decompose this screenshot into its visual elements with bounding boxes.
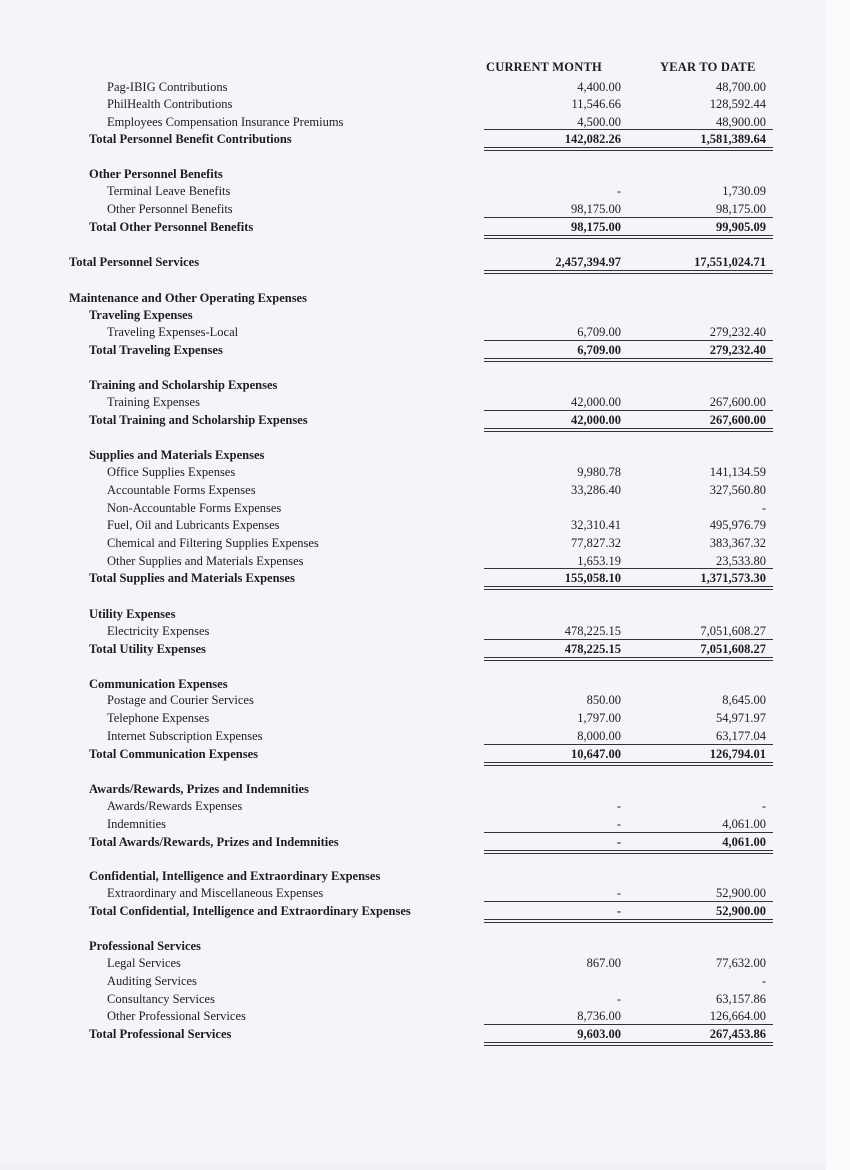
row-label: Consultancy Services bbox=[107, 992, 215, 1006]
row-label: Total Utility Expenses bbox=[89, 642, 206, 656]
year-to-date-value: 4,061.00 bbox=[722, 817, 766, 831]
statement-row-total bbox=[0, 165, 826, 183]
row-label: PhilHealth Contributions bbox=[107, 97, 233, 111]
year-to-date-value: 48,900.00 bbox=[716, 115, 766, 129]
statement-row-total bbox=[0, 605, 826, 623]
current-month-value: 1,653.19 bbox=[577, 554, 621, 568]
row-label: Terminal Leave Benefits bbox=[107, 184, 231, 198]
statement-row bbox=[0, 323, 826, 341]
statement-row bbox=[0, 499, 826, 517]
statement-row-total bbox=[0, 253, 826, 271]
statement-row-total bbox=[0, 130, 826, 148]
year-to-date-value: 23,533.80 bbox=[716, 554, 766, 568]
year-to-date-value: - bbox=[761, 974, 766, 988]
row-label: Other Supplies and Materials Expenses bbox=[107, 554, 304, 568]
statement-row bbox=[0, 797, 826, 815]
rule-line bbox=[484, 340, 621, 341]
row-label: Chemical and Filtering Supplies Expenses bbox=[107, 536, 319, 550]
row-label: Total Personnel Benefit Contributions bbox=[89, 132, 292, 146]
double-rule-line bbox=[612, 919, 773, 923]
row-label: Total Communication Expenses bbox=[89, 747, 259, 761]
rule-line bbox=[484, 1024, 621, 1025]
rule-line bbox=[484, 744, 621, 745]
year-to-date-value: 52,900.00 bbox=[716, 904, 766, 918]
year-to-date-value: 48,700.00 bbox=[716, 80, 766, 94]
statement-row-total bbox=[0, 411, 826, 429]
current-month-value: 98,175.00 bbox=[571, 220, 621, 234]
year-to-date-value: 17,551,024.71 bbox=[694, 255, 766, 269]
statement-row-total bbox=[0, 446, 826, 464]
rule-line bbox=[612, 217, 773, 218]
page-edge bbox=[826, 0, 850, 1170]
current-month-value: 6,709.00 bbox=[577, 325, 621, 339]
statement-row bbox=[0, 463, 826, 481]
year-to-date-value: 8,645.00 bbox=[722, 693, 766, 707]
statement-row bbox=[0, 481, 826, 499]
double-rule-line bbox=[484, 586, 621, 590]
year-to-date-value: 99,905.09 bbox=[716, 220, 766, 234]
current-month-value: 98,175.00 bbox=[571, 202, 621, 216]
row-label: Total Personnel Services bbox=[69, 255, 200, 269]
rule-line bbox=[612, 639, 773, 640]
row-label: Accountable Forms Expenses bbox=[107, 483, 256, 497]
rule-line bbox=[612, 410, 773, 411]
current-month-value: 8,736.00 bbox=[577, 1009, 621, 1023]
statement-row bbox=[0, 691, 826, 709]
current-month-value: 155,058.10 bbox=[564, 571, 621, 585]
rule-line bbox=[612, 1024, 773, 1025]
double-rule-line bbox=[484, 919, 621, 923]
rule-line bbox=[484, 901, 621, 902]
statement-row bbox=[0, 727, 826, 745]
row-label: Total Supplies and Materials Expenses bbox=[89, 571, 295, 585]
statement-row bbox=[0, 95, 826, 113]
row-label: Indemnities bbox=[107, 817, 167, 831]
year-to-date-value: 7,051,608.27 bbox=[700, 642, 766, 656]
double-rule-line bbox=[612, 1042, 773, 1046]
row-label: Total Awards/Rewards, Prizes and Indemnities bbox=[89, 835, 339, 849]
row-label: Training Expenses bbox=[107, 395, 200, 409]
year-to-date-value: 141,134.59 bbox=[709, 465, 766, 479]
rule-line bbox=[612, 744, 773, 745]
current-month-value: - bbox=[616, 835, 621, 849]
double-rule-line bbox=[612, 235, 773, 239]
year-to-date-value: 495,976.79 bbox=[709, 518, 766, 532]
year-to-date-value: 1,730.09 bbox=[722, 184, 766, 198]
rule-line bbox=[612, 832, 773, 833]
statement-row-total bbox=[0, 1025, 826, 1043]
current-month-value: 850.00 bbox=[586, 693, 621, 707]
current-month-value: - bbox=[616, 799, 621, 813]
year-to-date-value: 267,453.86 bbox=[709, 1027, 766, 1041]
year-to-date-value: 63,177.04 bbox=[716, 729, 766, 743]
rule-line bbox=[612, 129, 773, 130]
year-to-date-header: YEAR TO DATE bbox=[660, 60, 756, 74]
double-rule-line bbox=[484, 762, 621, 766]
row-label: Fuel, Oil and Lubricants Expenses bbox=[107, 518, 280, 532]
year-to-date-value: - bbox=[761, 501, 766, 515]
current-month-value: 1,797.00 bbox=[577, 711, 621, 725]
current-month-value: 2,457,394.97 bbox=[555, 255, 621, 269]
row-label: Postage and Courier Services bbox=[107, 693, 254, 707]
statement-row-total bbox=[0, 867, 826, 885]
year-to-date-value: 52,900.00 bbox=[716, 886, 766, 900]
row-label: Professional Services bbox=[89, 939, 201, 953]
statement-row-total bbox=[0, 341, 826, 359]
row-label: Pag-IBIG Contributions bbox=[107, 80, 228, 94]
double-rule-line bbox=[612, 270, 773, 274]
current-month-value: 11,546.66 bbox=[571, 97, 621, 111]
row-label: Total Training and Scholarship Expenses bbox=[89, 413, 308, 427]
row-label: Maintenance and Other Operating Expenses bbox=[69, 291, 307, 305]
statement-row bbox=[0, 200, 826, 218]
row-label: Auditing Services bbox=[107, 974, 197, 988]
current-month-value: - bbox=[616, 904, 621, 918]
current-month-value: 4,400.00 bbox=[577, 80, 621, 94]
statement-row bbox=[0, 393, 826, 411]
row-label: Electricity Expenses bbox=[107, 624, 210, 638]
year-to-date-value: 128,592.44 bbox=[709, 97, 766, 111]
double-rule-line bbox=[612, 657, 773, 661]
year-to-date-value: 279,232.40 bbox=[709, 325, 766, 339]
statement-row bbox=[0, 990, 826, 1008]
statement-row-total bbox=[0, 780, 826, 798]
current-month-value: - bbox=[616, 886, 621, 900]
rule-line bbox=[612, 340, 773, 341]
statement-row bbox=[0, 534, 826, 552]
statement-row bbox=[0, 1007, 826, 1025]
row-label: Non-Accountable Forms Expenses bbox=[107, 501, 282, 515]
statement-row-total bbox=[0, 833, 826, 851]
year-to-date-value: 126,664.00 bbox=[709, 1009, 766, 1023]
year-to-date-value: 1,371,573.30 bbox=[700, 571, 766, 585]
row-label: Total Traveling Expenses bbox=[89, 343, 223, 357]
statement-row-total bbox=[0, 902, 826, 920]
statement-row bbox=[0, 954, 826, 972]
statement-row-total bbox=[0, 218, 826, 236]
row-label: Other Professional Services bbox=[107, 1009, 246, 1023]
double-rule-line bbox=[612, 358, 773, 362]
row-label: Traveling Expenses-Local bbox=[107, 325, 239, 339]
row-label: Confidential, Intelligence and Extraordinary Expenses bbox=[89, 869, 381, 883]
row-label: Internet Subscription Expenses bbox=[107, 729, 263, 743]
double-rule-line bbox=[612, 586, 773, 590]
statement-row-total bbox=[0, 289, 826, 307]
row-label: Utility Expenses bbox=[89, 607, 176, 621]
year-to-date-value: 63,157.86 bbox=[716, 992, 766, 1006]
current-month-value: 142,082.26 bbox=[564, 132, 621, 146]
row-label: Extraordinary and Miscellaneous Expenses bbox=[107, 886, 324, 900]
rule-line bbox=[612, 901, 773, 902]
year-to-date-value: 267,600.00 bbox=[709, 395, 766, 409]
row-label: Training and Scholarship Expenses bbox=[89, 378, 278, 392]
row-label: Office Supplies Expenses bbox=[107, 465, 236, 479]
current-month-value: 10,647.00 bbox=[571, 747, 621, 761]
row-label: Supplies and Materials Expenses bbox=[89, 448, 265, 462]
year-to-date-value: - bbox=[761, 799, 766, 813]
current-month-value: 8,000.00 bbox=[577, 729, 621, 743]
double-rule-line bbox=[484, 270, 621, 274]
year-to-date-value: 77,632.00 bbox=[716, 956, 766, 970]
double-rule-line bbox=[612, 850, 773, 854]
rule-line bbox=[484, 410, 621, 411]
statement-row bbox=[0, 182, 826, 200]
statement-row bbox=[0, 972, 826, 990]
year-to-date-value: 4,061.00 bbox=[722, 835, 766, 849]
row-label: Awards/Rewards Expenses bbox=[107, 799, 243, 813]
rule-line bbox=[612, 568, 773, 569]
statement-row-total bbox=[0, 745, 826, 763]
current-month-value: 32,310.41 bbox=[571, 518, 621, 532]
row-label: Awards/Rewards, Prizes and Indemnities bbox=[89, 782, 309, 796]
year-to-date-value: 98,175.00 bbox=[716, 202, 766, 216]
row-label: Total Professional Services bbox=[89, 1027, 232, 1041]
current-month-value: - bbox=[616, 992, 621, 1006]
statement-row bbox=[0, 516, 826, 534]
row-label: Legal Services bbox=[107, 956, 181, 970]
double-rule-line bbox=[484, 850, 621, 854]
rule-line bbox=[484, 639, 621, 640]
statement-row-total bbox=[0, 937, 826, 955]
double-rule-line bbox=[612, 428, 773, 432]
rule-line bbox=[484, 832, 621, 833]
row-label: Communication Expenses bbox=[89, 677, 228, 691]
statement-row-total bbox=[0, 569, 826, 587]
double-rule-line bbox=[484, 428, 621, 432]
row-label: Traveling Expenses bbox=[89, 308, 193, 322]
statement-row bbox=[0, 78, 826, 96]
year-to-date-value: 7,051,608.27 bbox=[700, 624, 766, 638]
current-month-value: 42,000.00 bbox=[571, 395, 621, 409]
row-label: Total Other Personnel Benefits bbox=[89, 220, 254, 234]
row-label: Employees Compensation Insurance Premiums bbox=[107, 115, 344, 129]
double-rule-line bbox=[484, 358, 621, 362]
current-month-value: 4,500.00 bbox=[577, 115, 621, 129]
row-label: Other Personnel Benefits bbox=[89, 167, 223, 181]
current-month-value: 9,980.78 bbox=[577, 465, 621, 479]
current-month-value: 6,709.00 bbox=[577, 343, 621, 357]
current-month-value: - bbox=[616, 184, 621, 198]
double-rule-line bbox=[484, 1042, 621, 1046]
double-rule-line bbox=[612, 147, 773, 151]
double-rule-line bbox=[484, 147, 621, 151]
year-to-date-value: 383,367.32 bbox=[709, 536, 766, 550]
double-rule-line bbox=[612, 762, 773, 766]
current-month-value: 478,225.15 bbox=[564, 642, 621, 656]
current-month-value: - bbox=[616, 817, 621, 831]
rule-line bbox=[484, 568, 621, 569]
year-to-date-value: 126,794.01 bbox=[709, 747, 766, 761]
rule-line bbox=[484, 129, 621, 130]
row-label: Telephone Expenses bbox=[107, 711, 210, 725]
current-month-value: 478,225.15 bbox=[564, 624, 621, 638]
rule-line bbox=[484, 217, 621, 218]
row-label: Total Confidential, Intelligence and Extraordinary Expenses bbox=[89, 904, 411, 918]
current-month-value: 867.00 bbox=[586, 956, 621, 970]
statement-row bbox=[0, 884, 826, 902]
statement-row-total bbox=[0, 306, 826, 324]
current-month-value: 9,603.00 bbox=[577, 1027, 621, 1041]
current-month-header: CURRENT MONTH bbox=[486, 60, 602, 74]
current-month-value: 77,827.32 bbox=[571, 536, 621, 550]
year-to-date-value: 279,232.40 bbox=[709, 343, 766, 357]
statement-row bbox=[0, 622, 826, 640]
current-month-value: 33,286.40 bbox=[571, 483, 621, 497]
year-to-date-value: 1,581,389.64 bbox=[700, 132, 766, 146]
year-to-date-value: 267,600.00 bbox=[709, 413, 766, 427]
statement-row bbox=[0, 709, 826, 727]
row-label: Other Personnel Benefits bbox=[107, 202, 233, 216]
statement-row-total bbox=[0, 376, 826, 394]
statement-row bbox=[0, 815, 826, 833]
double-rule-line bbox=[484, 235, 621, 239]
current-month-value: 42,000.00 bbox=[571, 413, 621, 427]
statement-row-total bbox=[0, 640, 826, 658]
year-to-date-value: 327,560.80 bbox=[709, 483, 766, 497]
year-to-date-value: 54,971.97 bbox=[716, 711, 766, 725]
double-rule-line bbox=[484, 657, 621, 661]
